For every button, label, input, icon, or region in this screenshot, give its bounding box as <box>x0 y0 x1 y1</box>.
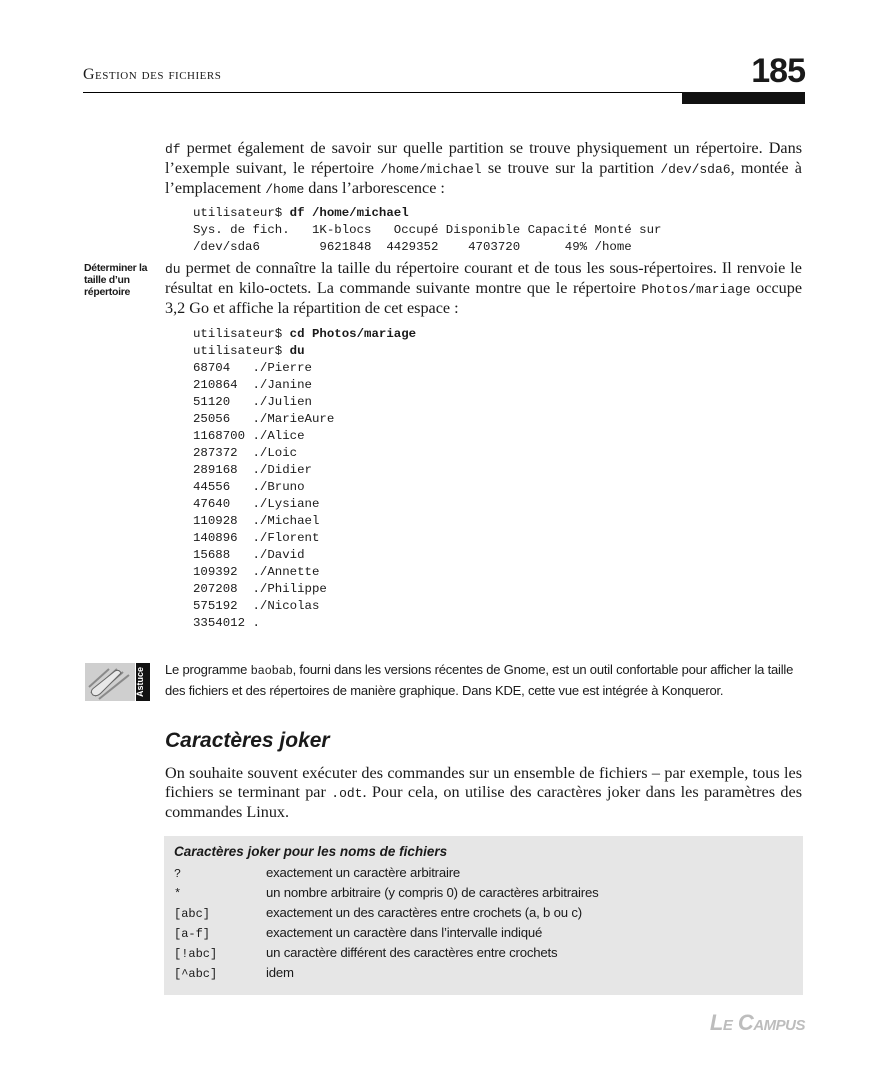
table-description: exactement un caractère arbitraire <box>266 865 461 880</box>
code-line: Sys. de fich. 1K-blocs Occupé Disponible Capacité Monté sur <box>193 223 662 237</box>
du-output-line: 68704 ./Pierre <box>193 361 312 375</box>
margin-note: Déterminer la taille d’un répertoire <box>84 262 148 298</box>
joker-table <box>164 836 803 995</box>
astuce-text-part: , fourni dans les versions récentes de Gnome, est un outil confortable pour afficher la taille des fichiers et des répertoires de manière graphique. Dans KDE, cette vue est intégrée à Konqueror. <box>165 662 794 698</box>
inline-code-photos: Photos/mariage <box>641 282 751 297</box>
prompt: utilisateur$ <box>193 206 290 220</box>
table-row <box>174 965 794 985</box>
du-output-line: 210864 ./Janine <box>193 378 312 392</box>
inline-code-partition: /dev/sda6 <box>660 162 731 177</box>
astuce-text <box>165 660 805 701</box>
table-row <box>174 865 794 885</box>
du-output-line: 44556 ./Bruno <box>193 480 305 494</box>
astuce-icon <box>85 663 150 701</box>
paragraph-text: permet de connaître la taille du répertoire courant et de tous les sous-répertoires. Il renvoie le résultat en kilo-octets. La commande suivante montre que le répertoire <box>165 259 802 297</box>
du-output-line: 1168700 ./Alice <box>193 429 305 443</box>
table-row <box>174 925 794 945</box>
section-title: Gestion des fichiers <box>83 66 222 83</box>
inline-code-odt: .odt <box>331 786 363 801</box>
du-output-line: 207208 ./Philippe <box>193 582 327 596</box>
paragraph-du-intro <box>165 259 802 318</box>
table-symbol: [a-f] <box>174 927 211 941</box>
header-bar <box>682 92 805 104</box>
paragraph-df-intro <box>165 139 802 199</box>
du-output-line: 47640 ./Lysiane <box>193 497 320 511</box>
code-line-command <box>193 205 661 222</box>
table-description: un nombre arbitraire (y compris 0) de caractères arbitraires <box>266 885 599 900</box>
command: df /home/michael <box>289 206 409 220</box>
du-output-line: 287372 ./Loic <box>193 446 298 460</box>
command: du <box>289 344 305 358</box>
prompt: utilisateur$ <box>193 327 290 341</box>
code-line-command <box>193 326 416 343</box>
table-symbol: [abc] <box>174 907 211 921</box>
du-output-line: 15688 ./David <box>193 548 305 562</box>
table-description: exactement un des caractères entre crochets (a, b ou c) <box>266 905 582 920</box>
paragraph-text: , montée à l’emplacement <box>165 159 802 197</box>
code-block-df <box>193 205 661 256</box>
table-symbol: [^abc] <box>174 967 218 981</box>
du-output <box>193 360 416 632</box>
paragraph-text: occupe 3,2 Go et affiche la répartition de cet espace : <box>165 279 803 317</box>
inline-code-home: /home <box>265 182 305 197</box>
code-line: /dev/sda6 9621848 4429352 4703720 49% /home <box>193 240 632 254</box>
du-output-line: 3354012 . <box>193 616 260 630</box>
inline-code-path: /home/michael <box>380 162 482 177</box>
du-output-line: 289168 ./Didier <box>193 463 312 477</box>
astuce-text-part: Le programme <box>165 662 251 677</box>
paragraph-text: On souhaite souvent exécuter des commandes sur un ensemble de fichiers – par exemple, tous les fichiers se terminant par <box>165 764 802 801</box>
table-symbol: * <box>174 887 182 901</box>
du-output-line: 25056 ./MarieAure <box>193 412 335 426</box>
table-row <box>174 945 794 965</box>
inline-code-baobab: baobab <box>250 664 293 678</box>
table-row <box>174 885 794 905</box>
paragraph-text: dans l’arborescence : <box>304 179 445 197</box>
publisher-logo: Le Campus <box>709 1010 805 1035</box>
table-description: idem <box>266 965 294 980</box>
code-line-command <box>193 343 416 360</box>
table-description: un caractère différent des caractères entre crochets <box>266 945 558 960</box>
paragraph-joker-intro <box>165 764 802 822</box>
command: cd Photos/mariage <box>289 327 417 341</box>
table-description: exactement un caractère dans l’intervalle indiqué <box>266 925 543 940</box>
du-output-line: 109392 ./Annette <box>193 565 320 579</box>
page-number: 185 <box>751 52 805 90</box>
code-block-du <box>193 326 416 632</box>
table-title: Caractères joker pour les noms de fichiers <box>174 844 448 859</box>
paragraph-text: permet également de savoir sur quelle partition se trouve physiquement un répertoire. Dans l’exemple suivant, le répertoire <box>165 139 802 177</box>
prompt: utilisateur$ <box>193 344 290 358</box>
du-output-line: 140896 ./Florent <box>193 531 320 545</box>
astuce-label: Astuce <box>135 666 145 698</box>
paragraph-text: se trouve sur la partition <box>481 159 661 177</box>
inline-code-du: du <box>165 262 181 277</box>
table-symbol: [!abc] <box>174 947 218 961</box>
table-row <box>174 905 794 925</box>
table-symbol: ? <box>174 867 182 881</box>
running-header <box>83 66 221 84</box>
du-output-line: 110928 ./Michael <box>193 514 320 528</box>
du-output-line: 51120 ./Julien <box>193 395 312 409</box>
section-heading: Caractères joker <box>165 729 330 752</box>
inline-code-df: df <box>165 142 181 157</box>
du-output-line: 575192 ./Nicolas <box>193 599 320 613</box>
paragraph-text: . Pour cela, on utilise des caractères joker dans les paramètres des commandes Linux. <box>165 783 802 821</box>
